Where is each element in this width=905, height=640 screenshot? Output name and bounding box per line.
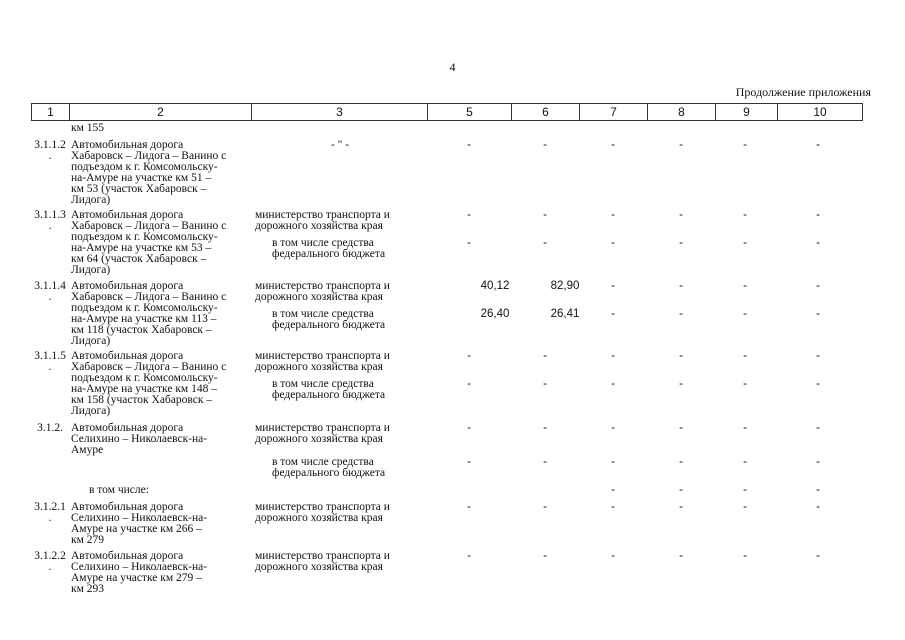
header-col-9: 9	[716, 104, 778, 121]
row-value-5: -	[467, 139, 471, 151]
row-value-7: -	[611, 501, 615, 513]
row-executor: - " -	[330, 139, 350, 151]
row-value-8: -	[679, 280, 683, 292]
row-number: 3.1.1.2 .	[34, 139, 66, 162]
row-value-8: -	[679, 209, 683, 221]
row-value-10: -	[816, 501, 820, 513]
subrow-value-5: -	[467, 456, 471, 468]
row-name: Автомобильная дорога Хабаровск – Лидога – Ванино с подъездом к г. Комсомольску- на-Амуре на участке км 113 – км 118 (участок Хабаровск – Лидога)	[71, 280, 227, 347]
subrow-value-9: -	[743, 456, 747, 468]
row-value-6: -	[543, 209, 547, 221]
row-value-10: -	[816, 422, 820, 434]
row-value-7: -	[611, 209, 615, 221]
subrow-executor: в том числе средства федерального бюджета	[272, 308, 386, 331]
page-number: 4	[449, 60, 456, 74]
header-col-3: 3	[252, 104, 428, 121]
subrow-value-5: -	[467, 237, 471, 249]
row-name: Автомобильная дорога Селихино – Николаевск-на- Амуре	[71, 422, 208, 456]
row-value-8: -	[679, 484, 683, 496]
row-value-8: -	[679, 139, 683, 151]
header-col-1: 1	[32, 104, 70, 121]
subrow-value-5: -	[467, 378, 471, 390]
row-value-10: -	[816, 350, 820, 362]
subrow-value-9: -	[743, 237, 747, 249]
including-label: в том числе:	[89, 484, 149, 496]
row-value-9: -	[743, 550, 747, 562]
row-number: 3.1.1.5 .	[34, 350, 66, 373]
row-value-8: -	[679, 550, 683, 562]
subrow-value-10: -	[816, 308, 820, 320]
row-value-7: -	[611, 422, 615, 434]
row-value-8: -	[679, 350, 683, 362]
row-value-5: -	[467, 350, 471, 362]
row-value-9: -	[743, 350, 747, 362]
row-value-7: -	[611, 139, 615, 151]
subrow-value-6: 26,41	[550, 308, 580, 320]
row-value-6: -	[543, 501, 547, 513]
row-value-9: -	[743, 209, 747, 221]
row-value-10: -	[816, 484, 820, 496]
row-value-6: -	[543, 350, 547, 362]
row-value-5: 40,12	[480, 280, 510, 292]
header-col-6: 6	[512, 104, 580, 121]
subrow-value-9: -	[743, 308, 747, 320]
subrow-executor: в том числе средства федерального бюджета	[272, 456, 386, 479]
row-value-5: -	[467, 209, 471, 221]
subrow-value-8: -	[679, 308, 683, 320]
row-executor: министерство транспорта и дорожного хозяйства края	[255, 501, 390, 524]
subrow-value-6: -	[543, 456, 547, 468]
subrow-value-6: -	[543, 237, 547, 249]
row-executor: министерство транспорта и дорожного хозяйства края	[255, 422, 390, 445]
row-value-7: -	[611, 280, 615, 292]
subrow-value-10: -	[816, 378, 820, 390]
subrow-executor: в том числе средства федерального бюджета	[272, 237, 386, 260]
subrow-value-5: 26,40	[480, 308, 510, 320]
subrow-value-8: -	[679, 237, 683, 249]
row-name: Автомобильная дорога Хабаровск – Лидога – Ванино с подъездом к г. Комсомольску- на-Амуре на участке км 53 – км 64 (участок Хабаровск – Лидога)	[71, 209, 227, 276]
header-col-7: 7	[580, 104, 648, 121]
row-name: Автомобильная дорога Хабаровск – Лидога – Ванино с подъездом к г. Комсомольску- на-Амуре на участке км 51 – км 53 (участок Хабаровск – Лидога)	[71, 139, 227, 206]
row-value-8: -	[679, 501, 683, 513]
row-value-6: 82,90	[550, 280, 580, 292]
row-name: Автомобильная дорога Селихино – Николаевск-на- Амуре на участке км 266 – км 279	[71, 501, 208, 546]
row-value-9: -	[743, 484, 747, 496]
row-executor: министерство транспорта и дорожного хозяйства края	[255, 550, 390, 573]
header-col-2: 2	[70, 104, 252, 121]
header-col-5: 5	[428, 104, 512, 121]
subrow-value-8: -	[679, 456, 683, 468]
row-value-7: -	[611, 350, 615, 362]
row-number: 3.1.2.1 .	[34, 501, 66, 524]
row-executor: министерство транспорта и дорожного хозяйства края	[255, 209, 390, 232]
row-number: 3.1.2.	[37, 422, 63, 434]
subrow-value-7: -	[611, 456, 615, 468]
subrow-value-9: -	[743, 378, 747, 390]
row-value-10: -	[816, 550, 820, 562]
row-value-10: -	[816, 280, 820, 292]
table-header	[31, 103, 863, 121]
row-value-7: -	[611, 550, 615, 562]
header-col-10: 10	[778, 104, 863, 121]
row-value-7: -	[611, 484, 615, 496]
row-number: 3.1.1.3 .	[34, 209, 66, 232]
subrow-value-6: -	[543, 378, 547, 390]
subrow-value-7: -	[611, 378, 615, 390]
row-value-8: -	[679, 422, 683, 434]
subrow-value-7: -	[611, 237, 615, 249]
row-number: 3.1.1.4 .	[34, 280, 66, 303]
header-col-8: 8	[648, 104, 716, 121]
row-value-6: -	[543, 550, 547, 562]
row-value-10: -	[816, 209, 820, 221]
row-value-9: -	[743, 280, 747, 292]
row-value-5: -	[467, 501, 471, 513]
top-fragment-text: км 155	[71, 122, 104, 134]
row-value-10: -	[816, 139, 820, 151]
row-value-9: -	[743, 139, 747, 151]
row-executor: министерство транспорта и дорожного хозяйства края	[255, 280, 390, 303]
subrow-value-8: -	[679, 378, 683, 390]
row-value-5: -	[467, 422, 471, 434]
subrow-executor: в том числе средства федерального бюджета	[272, 378, 386, 401]
row-value-5: -	[467, 550, 471, 562]
row-executor: министерство транспорта и дорожного хозяйства края	[255, 350, 390, 373]
row-name: Автомобильная дорога Хабаровск – Лидога – Ванино с подъездом к г. Комсомольску- на-Амуре на участке км 148 – км 158 (участок Хабаровск – Лидога)	[71, 350, 227, 417]
row-value-9: -	[743, 422, 747, 434]
row-name: Автомобильная дорога Селихино – Николаевск-на- Амуре на участке км 279 – км 293	[71, 550, 208, 595]
subrow-value-10: -	[816, 237, 820, 249]
row-value-9: -	[743, 501, 747, 513]
row-number: 3.1.2.2 .	[34, 550, 66, 573]
continuation-label: Продолжение приложения	[735, 85, 871, 99]
subrow-value-10: -	[816, 456, 820, 468]
row-value-6: -	[543, 422, 547, 434]
row-value-6: -	[543, 139, 547, 151]
subrow-value-7: -	[611, 308, 615, 320]
